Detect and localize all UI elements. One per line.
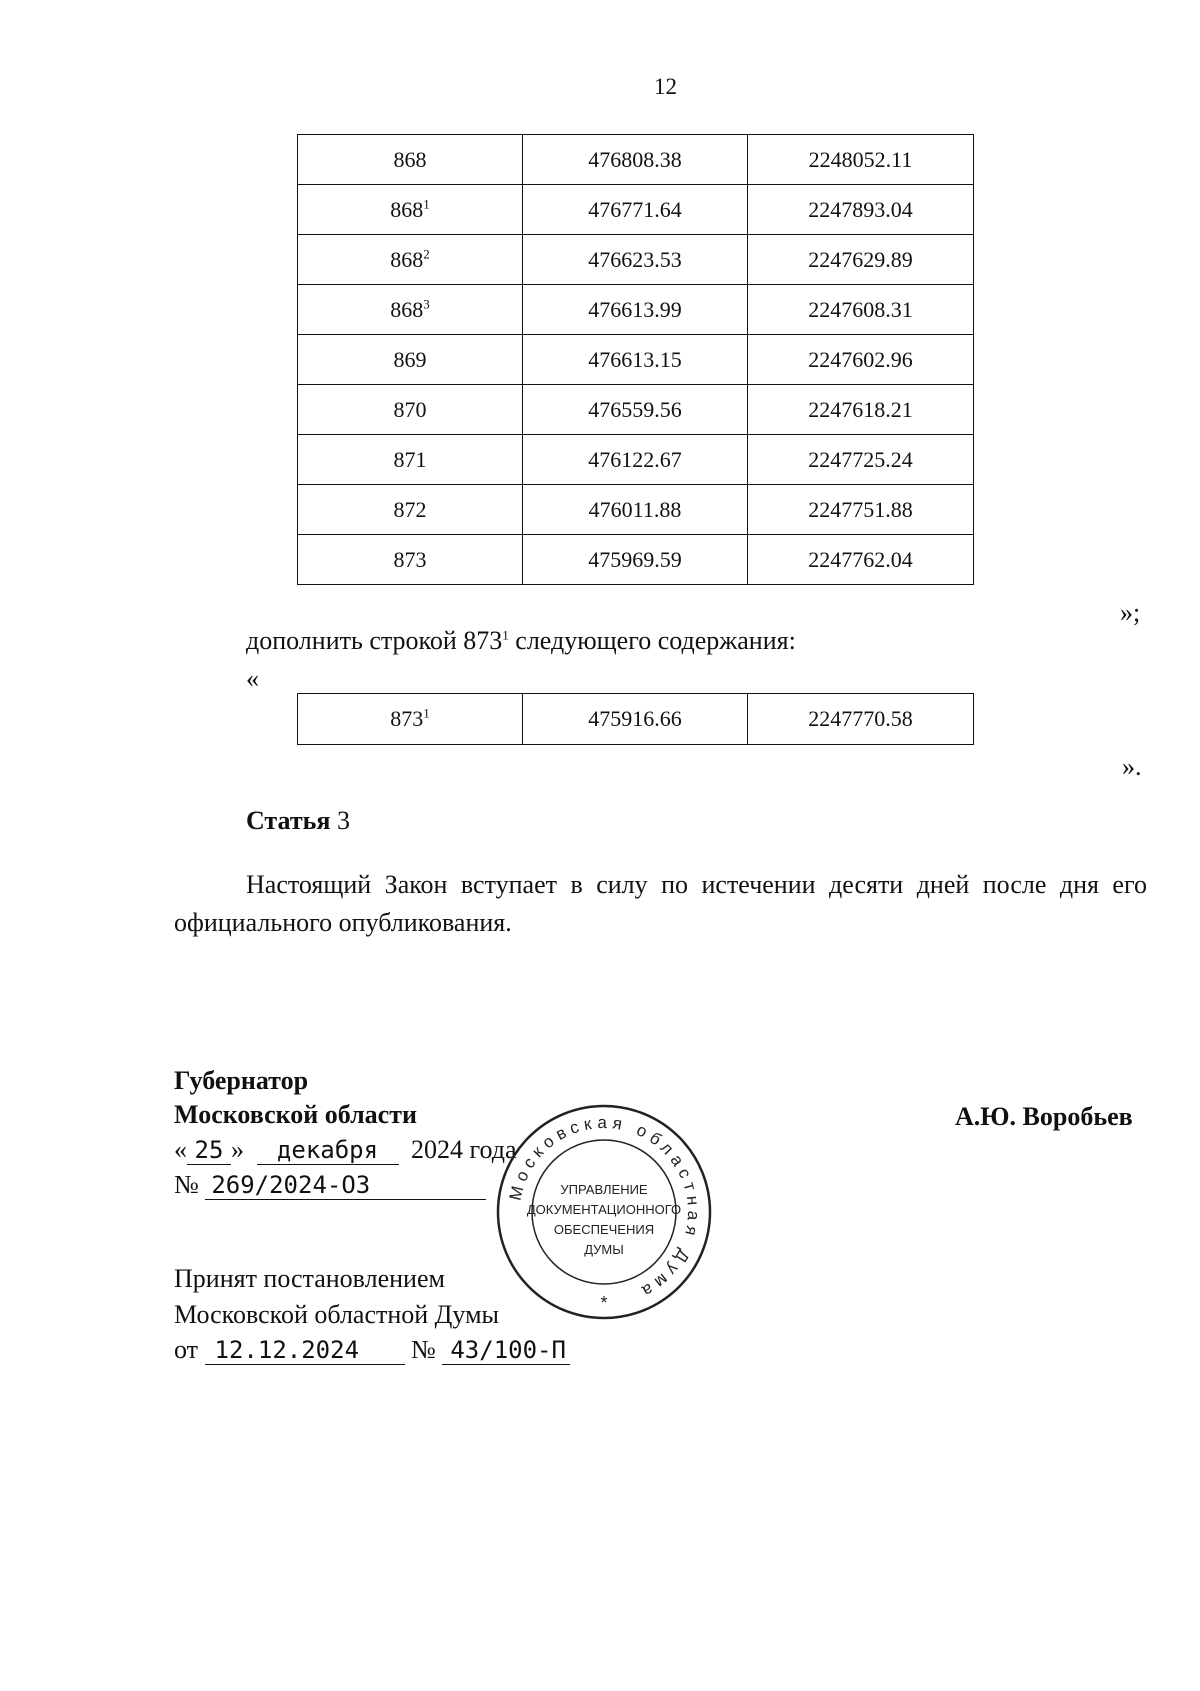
x-coordinate-cell: 476808.38 [523, 135, 748, 185]
amendment-instruction [246, 626, 796, 656]
table-row [298, 135, 974, 185]
point-number-cell: 870 [298, 385, 523, 435]
instruction-suffix: следующего содержания: [508, 626, 796, 655]
opening-quote: « [246, 664, 259, 693]
y-coordinate-cell: 2247762.04 [748, 535, 974, 585]
y-coordinate-cell: 2247629.89 [748, 235, 974, 285]
seal-center-line: ДОКУМЕНТАЦИОННОГО [526, 1202, 682, 1217]
governor-region: Московской области [174, 1100, 417, 1129]
article-text: Настоящий Закон вступает в силу по истечении десяти дней после дня его официального опубликования. [174, 870, 1147, 937]
y-coordinate-cell: 2247618.21 [748, 385, 974, 435]
point-number-cell: 872 [298, 485, 523, 535]
signing-year: 2024 года [411, 1135, 517, 1164]
table-row [298, 335, 974, 385]
signing-month: декабря [257, 1136, 399, 1165]
point-number-cell: $873^1$ [298, 694, 523, 745]
x-coordinate-cell: 476559.56 [523, 385, 748, 435]
table-row [298, 285, 974, 335]
governor-title: Губернатор [174, 1066, 309, 1095]
point-number-cell: 868 [298, 135, 523, 185]
x-coordinate-cell: 476613.15 [523, 335, 748, 385]
y-coordinate-cell: 2247725.24 [748, 435, 974, 485]
instruction-prefix: дополнить строкой 873 [246, 626, 503, 655]
point-number-cell: $868^1$ [298, 185, 523, 235]
table-row [298, 235, 974, 285]
adoption-from: от [174, 1335, 199, 1364]
seal-star: * [600, 1293, 608, 1313]
signing-day: 25 [187, 1136, 231, 1165]
point-number-cell: $868^2$ [298, 235, 523, 285]
table-row [298, 435, 974, 485]
x-coordinate-cell: 475916.66 [523, 694, 748, 745]
signing-date: « 25 » декабря 2024 года [174, 1135, 517, 1164]
added-row-table [297, 693, 974, 745]
seal-center-line: УПРАВЛЕНИЕ [560, 1182, 648, 1197]
adoption-number-sign: № [411, 1335, 436, 1364]
closing-quote-period: ». [1122, 752, 1142, 781]
page-number: 12 [654, 74, 677, 99]
adoption-line-2: Московской областной Думы [174, 1300, 499, 1329]
y-coordinate-cell: 2247751.88 [748, 485, 974, 535]
adoption-reference [174, 1335, 570, 1365]
y-coordinate-cell: 2247602.96 [748, 335, 974, 385]
point-number-cell: 871 [298, 435, 523, 485]
point-number-cell: 869 [298, 335, 523, 385]
law-number-line [174, 1170, 486, 1200]
table-row [298, 385, 974, 435]
article-heading [246, 806, 350, 836]
x-coordinate-cell: 476623.53 [523, 235, 748, 285]
coordinates-table [297, 134, 974, 585]
y-coordinate-cell: 2247893.04 [748, 185, 974, 235]
seal-center-line: ДУМЫ [584, 1242, 624, 1257]
article-label: Статья [246, 806, 331, 835]
number-sign: № [174, 1170, 199, 1199]
x-coordinate-cell: 475969.59 [523, 535, 748, 585]
x-coordinate-cell: 476771.64 [523, 185, 748, 235]
table-row [298, 485, 974, 535]
y-coordinate-cell: 2247770.58 [748, 694, 974, 745]
table-row [298, 535, 974, 585]
closing-quote-semicolon: »; [1120, 598, 1141, 627]
article-number: 3 [336, 806, 350, 835]
table-row [298, 185, 974, 235]
adoption-line-1: Принят постановлением [174, 1264, 445, 1293]
official-seal-stamp [494, 1102, 714, 1322]
point-number-cell: $868^3$ [298, 285, 523, 335]
adoption-date: 12.12.2024 [205, 1336, 405, 1365]
seal-ring-text: Московская областная Дума [505, 1112, 704, 1304]
x-coordinate-cell: 476613.99 [523, 285, 748, 335]
signer-name: А.Ю. Воробьев [955, 1102, 1133, 1131]
instruction-superscript: 1 [502, 627, 509, 643]
y-coordinate-cell: 2248052.11 [748, 135, 974, 185]
seal-center-line: ОБЕСПЕЧЕНИЯ [553, 1222, 655, 1237]
table-row [298, 694, 974, 745]
x-coordinate-cell: 476011.88 [523, 485, 748, 535]
law-number: 269/2024-ОЗ [205, 1171, 486, 1200]
adoption-number: 43/100-П [442, 1336, 570, 1365]
x-coordinate-cell: 476122.67 [523, 435, 748, 485]
point-number-cell: 873 [298, 535, 523, 585]
y-coordinate-cell: 2247608.31 [748, 285, 974, 335]
